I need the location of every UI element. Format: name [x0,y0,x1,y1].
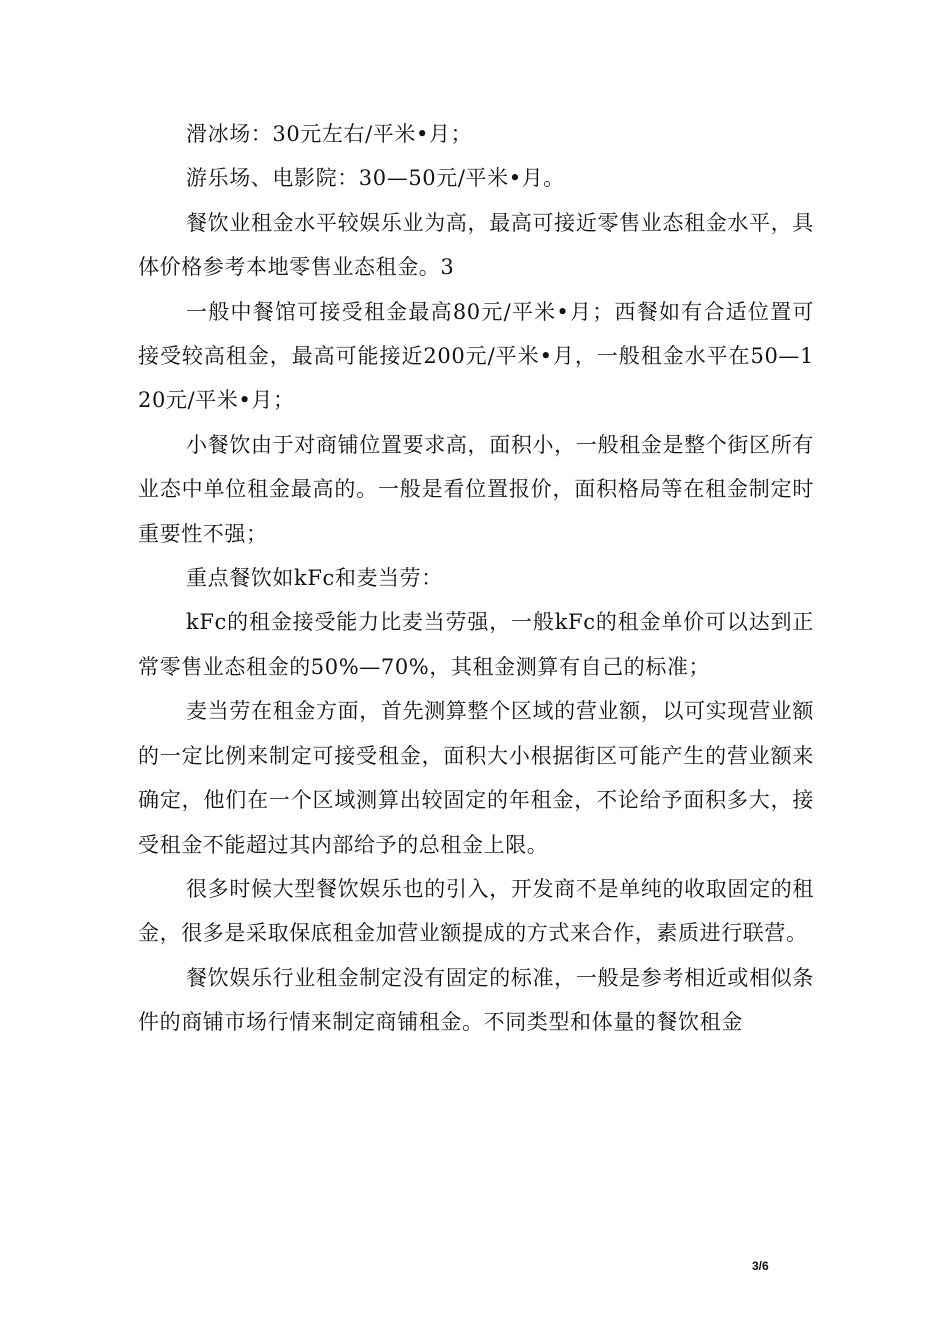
paragraph-skating-rink-rent: 滑冰场：30元左右/平米•月； [186,122,473,146]
paragraph-mcdonalds: 麦当劳在租金方面，首先测算整个区域的营业额，以可实现营业额的一定比例来制定可接受租金，面积大小根据街区可能产生的营业额来确定，他们在一个区域测算出较固定的年租金，不论给予面积多大，接受租金不能超过其内部给予的总租金上限。 [138,699,814,857]
paragraph-catering-rent-level: 餐饮业租金水平较娱乐业为高，最高可接近零售业态租金水平，具体价格参考本地零售业态租金。3 [138,210,814,280]
page-number: 3/6 [752,1259,769,1273]
paragraph-key-catering-heading: 重点餐饮如kFc和麦当劳： [186,566,443,591]
paragraph-rent-standard: 餐饮娱乐行业租金制定没有固定的标准，一般是参考相近或相似条件的商铺市场行情来制定商铺租金。不同类型和体量的餐饮租金 [138,965,814,1035]
paragraph-small-catering: 小餐饮由于对商铺位置要求高，面积小，一般租金是整个街区所有业态中单位租金最高的。一般是看位置报价，面积格局等在租金制定时重要性不强； [138,432,814,546]
paragraph-amusement-cinema-rent: 游乐场、电影院：30—50元/平米•月。 [186,166,565,191]
paragraph-kfc: kFc的租金接受能力比麦当劳强，一般kFc的租金单价可以达到正常零售业态租金的50%—70%，其租金测算有自己的标准； [138,610,814,679]
paragraph-chinese-western-restaurant: 一般中餐馆可接受租金最高80元/平米•月；西餐如有合适位置可接受较高租金，最高可能接近200元/平米•月，一般租金水平在50—120元/平米•月； [138,299,814,413]
paragraph-large-catering-entertainment: 很多时候大型餐饮娱乐也的引入，开发商不是单纯的收取固定的租金，很多是采取保底租金加营业额提成的方式来合作，素质进行联营。 [138,876,814,946]
document-body [138,112,814,1045]
